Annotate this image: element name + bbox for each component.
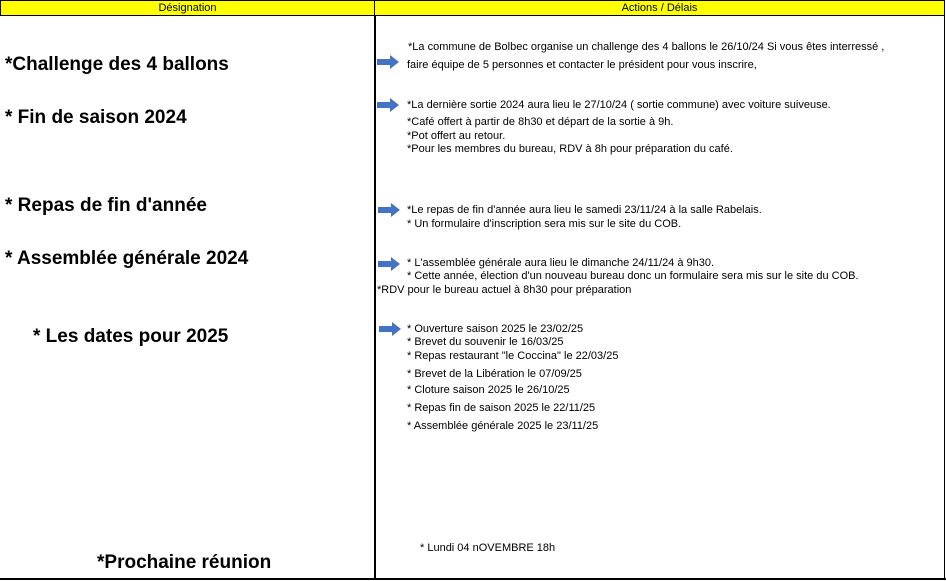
assemblee-line-2: * Cette année, élection d'un nouveau bureau donc un formulaire sera mis sur le site du COB. (407, 270, 859, 282)
right-arrow-icon (377, 55, 399, 69)
topic-dates: * Les dates pour 2025 (33, 326, 229, 347)
challenge-line-2: faire équipe de 5 personnes et contacter le président pour vous inscrire, (407, 59, 757, 71)
topic-repas: * Repas de fin d'année (5, 195, 207, 216)
dates-line-7: * Assemblée générale 2025 le 23/11/25 (407, 420, 599, 432)
repas-line-2: * Un formulaire d'inscription sera mis sur le site du COB. (407, 218, 682, 230)
dates-line-4: * Brevet de la Libération le 07/09/25 (407, 368, 582, 380)
assemblee-line-3: *RDV pour le bureau actuel à 8h30 pour préparation (377, 284, 632, 296)
right-arrow-icon (377, 98, 399, 112)
dates-line-1: * Ouverture saison 2025 le 23/02/25 (407, 323, 584, 335)
topic-challenge: *Challenge des 4 ballons (5, 54, 229, 75)
header-designation-label: Désignation (158, 2, 217, 14)
column-divider (374, 16, 376, 579)
dates-line-6: * Repas fin de saison 2025 le 22/11/25 (407, 402, 596, 414)
assemblee-line-1: * L'assemblée générale aura lieu le dimanche 24/11/24 à 9h30. (407, 257, 715, 269)
challenge-line-1: *La commune de Bolbec organise un challenge des 4 ballons le 26/10/24 Si vous êtes interressé , (408, 41, 885, 53)
header-actions (374, 0, 945, 16)
repas-line-1: *Le repas de fin d'année aura lieu le samedi 23/11/24 à la salle Rabelais. (407, 204, 762, 216)
fin-saison-line-1: *La dernière sortie 2024 aura lieu le 27/10/24 ( sortie commune) avec voiture suiveuse. (407, 99, 831, 111)
bottom-border (0, 578, 946, 580)
topic-assemblee: * Assemblée générale 2024 (5, 248, 249, 269)
right-arrow-icon (378, 257, 400, 271)
fin-saison-line-4: *Pour les membres du bureau, RDV à 8h pour préparation du café. (407, 143, 733, 155)
dates-line-3: * Repas restaurant "le Coccina" le 22/03/25 (407, 350, 619, 362)
right-border (944, 16, 945, 579)
fin-saison-line-3: *Pot offert au retour. (407, 130, 506, 142)
topic-reunion: *Prochaine réunion (97, 552, 272, 573)
right-arrow-icon (379, 322, 401, 336)
dates-line-5: * Cloture saison 2025 le 26/10/25 (407, 384, 570, 396)
header-actions-label: Actions / Délais (621, 2, 698, 14)
header-designation (0, 0, 375, 16)
dates-line-2: * Brevet du souvenir le 16/03/25 (407, 336, 564, 348)
reunion-line: * Lundi 04 nOVEMBRE 18h (420, 542, 556, 554)
right-arrow-icon (378, 203, 400, 217)
fin-saison-line-2: *Café offert à partir de 8h30 et départ de la sortie à 9h. (407, 116, 674, 128)
topic-fin-saison: * Fin de saison 2024 (5, 107, 187, 128)
